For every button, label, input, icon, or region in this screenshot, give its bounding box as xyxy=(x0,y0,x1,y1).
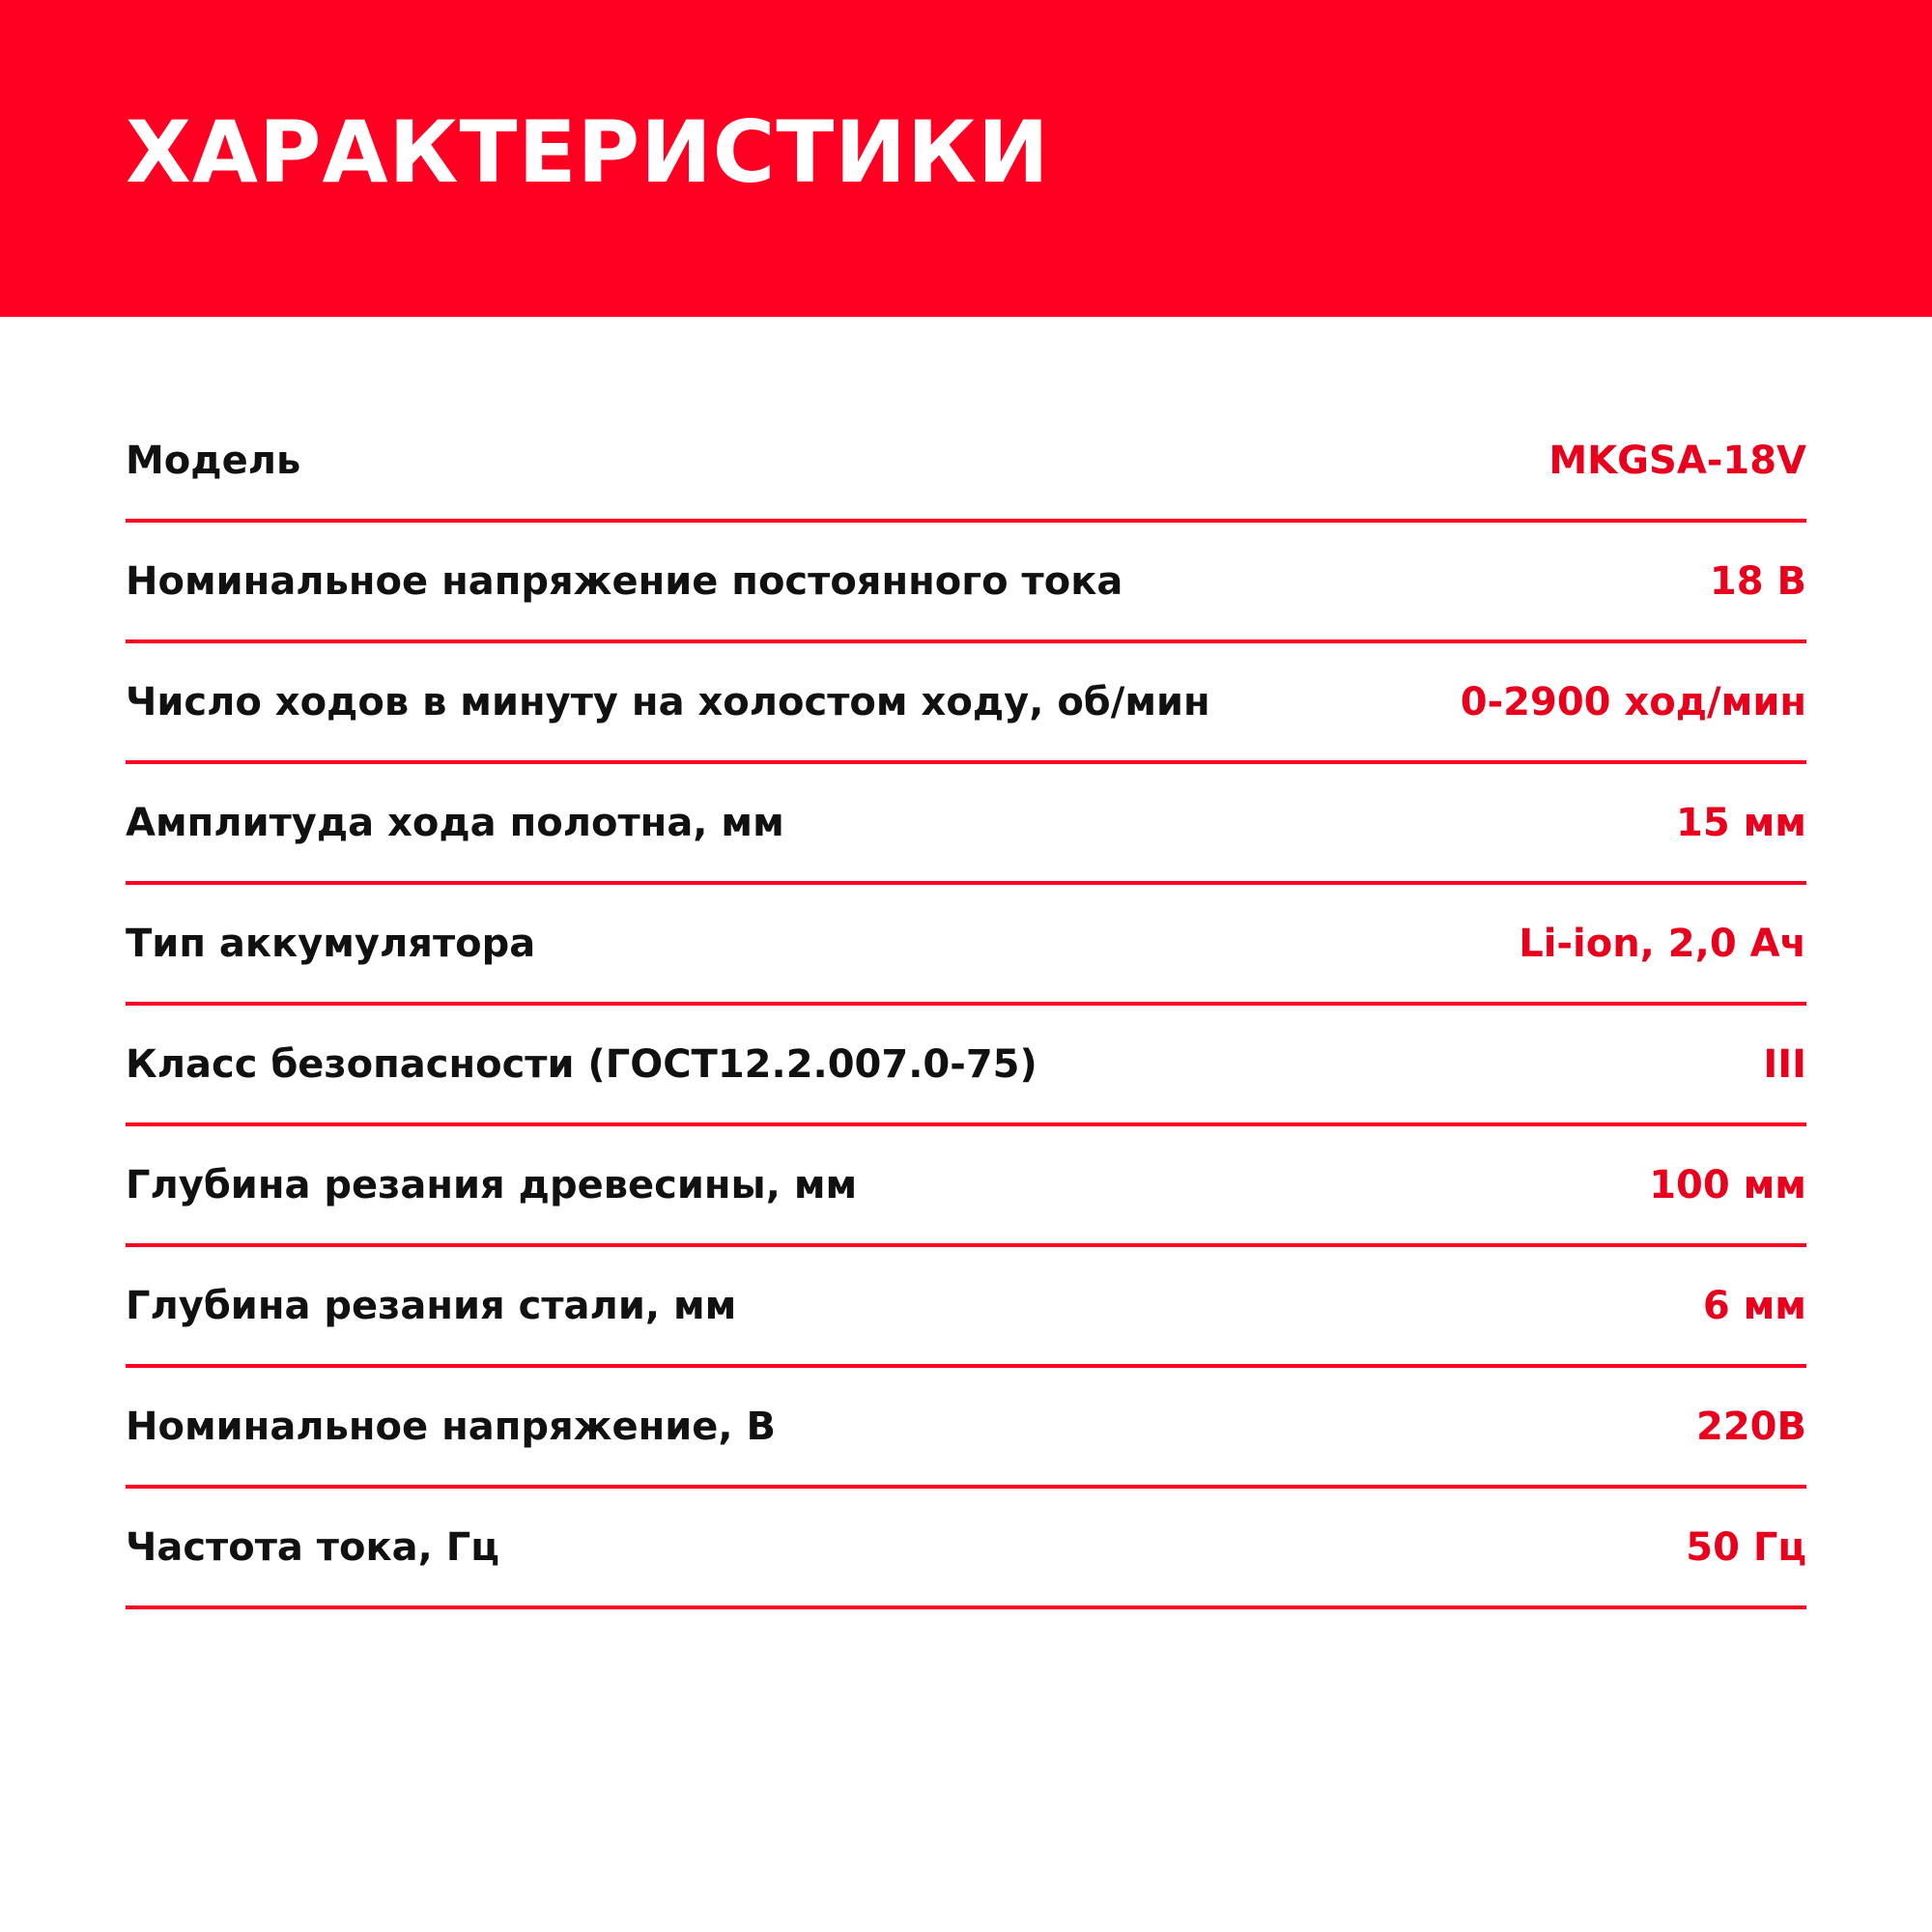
spec-label: Номинальное напряжение, В xyxy=(126,1404,776,1449)
spec-value: 18 В xyxy=(1709,558,1806,604)
spec-value: 220В xyxy=(1696,1404,1806,1449)
spec-label: Глубина резания древесины, мм xyxy=(126,1162,858,1208)
spec-label: Тип аккумулятора xyxy=(126,921,536,966)
spec-label: Частота тока, Гц xyxy=(126,1524,499,1570)
spec-label: Номинальное напряжение постоянного тока xyxy=(126,558,1123,604)
spec-row-stroke-rate xyxy=(126,643,1806,764)
spec-row-dc-voltage xyxy=(126,523,1806,643)
spec-row-frequency xyxy=(126,1489,1806,1609)
spec-row-steel-cut-depth xyxy=(126,1247,1806,1368)
header-banner xyxy=(0,0,1932,317)
spec-label: Глубина резания стали, мм xyxy=(126,1283,737,1328)
spec-row-model xyxy=(126,402,1806,523)
spec-label: Класс безопасности (ГОСТ12.2.007.0-75) xyxy=(126,1041,1037,1087)
spec-label: Амплитуда хода полотна, мм xyxy=(126,800,784,845)
spec-label: Число ходов в минуту на холостом ходу, об/мин xyxy=(126,679,1210,724)
spec-value: 50 Гц xyxy=(1686,1524,1806,1570)
spec-row-stroke-amplitude xyxy=(126,764,1806,885)
spec-row-rated-voltage xyxy=(126,1368,1806,1489)
spec-value: 100 мм xyxy=(1649,1162,1806,1208)
spec-row-safety-class xyxy=(126,1006,1806,1126)
spec-row-battery-type xyxy=(126,885,1806,1006)
page-title: ХАРАКТЕРИСТИКИ xyxy=(126,102,1050,202)
specs-table xyxy=(126,402,1806,1609)
spec-value: III xyxy=(1763,1041,1806,1087)
spec-value: 15 мм xyxy=(1676,800,1806,845)
spec-row-wood-cut-depth xyxy=(126,1126,1806,1247)
spec-value: MKGSA-18V xyxy=(1548,438,1806,483)
spec-value: 6 мм xyxy=(1702,1283,1806,1328)
spec-label: Модель xyxy=(126,438,301,483)
spec-value: Li-ion, 2,0 Ач xyxy=(1519,921,1806,966)
spec-value: 0-2900 ход/мин xyxy=(1460,679,1806,724)
